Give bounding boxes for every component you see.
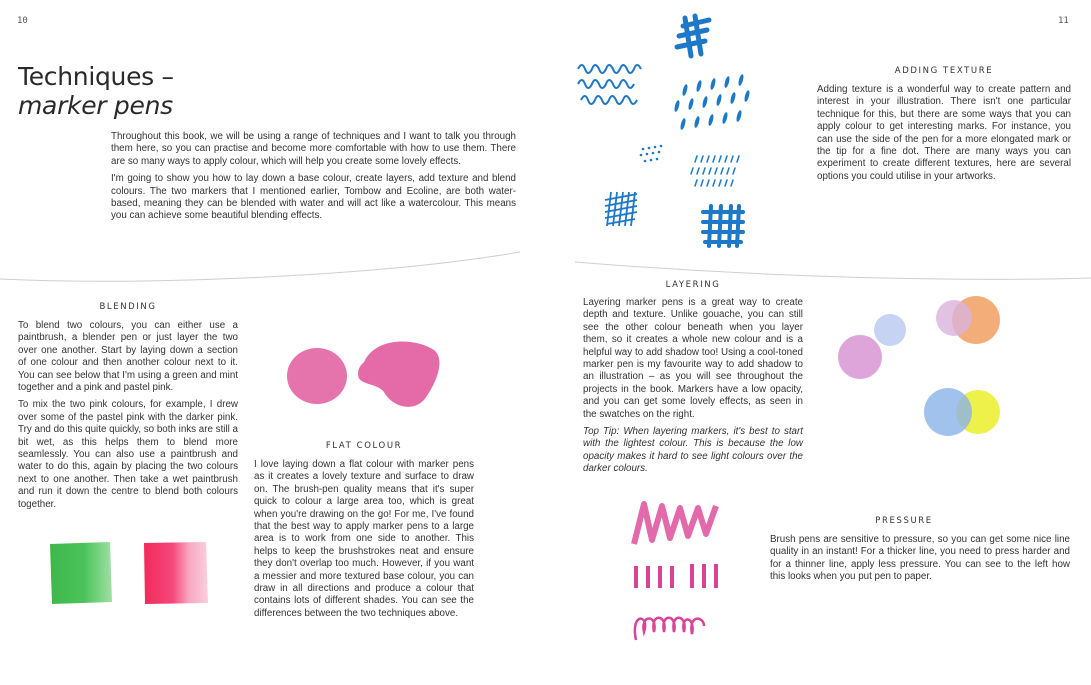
texture-loops: [578, 65, 641, 104]
green-mint-swatch: [50, 542, 112, 604]
flat-colour-text: [254, 459, 474, 625]
texture-hash-top: [677, 16, 709, 56]
flat-blob-textured: [358, 341, 439, 406]
page-title: [18, 62, 174, 120]
blending-text: [18, 320, 238, 516]
title-line-1: Techniques –: [18, 62, 174, 91]
blending-paragraph-2: To mix the two pink colours, for example, I drew over some of the pastel pink with the darker pink. Try and do this quite quickly, so both inks are still a bit wet, as this helps them to blend more seamlessly. You can also use a paintbrush and water to do this, again by placing the two colours next to one another. Then take a wet paintbrush and run it down the centre to blend both colours together.: [18, 399, 238, 510]
flat-colour-paragraph: I love laying down a flat colour with marker pens as it creates a lovely texture and surface to draw on. The brush-pen quality means that it's super quick to colour a large area too, which is great when you're drawing on the go! For me, I've found that the best way to apply marker pens to a large area is to work from one side to another. This helps to keep the brushstrokes neat and ensure they don't overlap too much. However, if you want a messier and more textured base colour, you can draw in all directions and produce a colour that contains lots of different shades. You can see the differences between the two techniques above.: [254, 459, 474, 619]
texture-crosshatch-left: [605, 192, 637, 226]
intro-text: [111, 131, 516, 228]
blending-heading: BLENDING: [99, 302, 157, 312]
mauve-circle: [838, 335, 882, 379]
pink-pastel-swatch: [144, 542, 208, 604]
intro-paragraph-2: I'm going to show you how to lay down a base colour, create layers, add texture and blend colours. The two markers that I mentioned earlier, Tombow and Ecoline, are both water-based, meaning they can be blended with water and will act like a watercolour. This means you can achieve some beautiful blending effects.: [111, 173, 516, 222]
flat-colour-heading: FLAT COLOUR: [325, 441, 403, 451]
adding-texture-text: [817, 84, 1071, 188]
blending-paragraph-1: To blend two colours, you can either use a paintbrush, a blender pen or just layer the two over one another. Start by laying down a section of one colour and then another colour next to it. You can see below that I'm using a green and mint together and a pink and pastel pink.: [18, 320, 238, 394]
pressure-loops: [635, 618, 704, 640]
flat-colour-blobs: [286, 334, 446, 414]
texture-hash-bottom: [703, 206, 743, 246]
blue-circle: [924, 388, 972, 436]
pressure-text: [770, 534, 1070, 589]
pressure-thick-lines: [636, 564, 716, 588]
flat-blob-round: [287, 348, 347, 404]
layering-text: [583, 297, 803, 481]
texture-ticks: [691, 156, 739, 186]
title-line-2: marker pens: [18, 91, 173, 120]
page-number-right: 11: [1058, 16, 1069, 26]
intro-paragraph-1: Throughout this book, we will be using a range of techniques and I want to talk you through them here, so you can practise and become more comfortable with how to use them. There are so many ways to apply colour, which will help you create some lovely effects.: [111, 131, 516, 167]
pressure-paragraph: Brush pens are sensitive to pressure, so you can get some nice line quality in an instant! For a thicker line, you need to press harder and for a thinner line, apply less pressure. You can see to the left how this looks when you put pen to paper.: [770, 534, 1070, 583]
texture-dashes: [674, 74, 751, 131]
pale-blue-circle: [874, 314, 906, 346]
lilac-circle: [936, 300, 972, 336]
blend-swatches: [48, 540, 228, 610]
adding-texture-paragraph: Adding texture is a wonderful way to create pattern and interest in your illustration. There isn't one particular technique for this, but there are some ways that you can apply colour to get interesting marks. For instance, you can use the side of the pen for a more elongated mark or the tip for a fine dot. There are many ways you can experiment to create different textures, here are several options you could utilise in your artworks.: [817, 84, 1071, 182]
layering-top-tip: Top Tip: When layering markers, it's best to start with the lightest colour. This is because the low opacity makes it hard to see light colours over the darker colours.: [583, 426, 803, 475]
texture-dots: [640, 145, 663, 163]
layering-heading: LAYERING: [665, 280, 721, 290]
pressure-heading: PRESSURE: [875, 516, 933, 526]
adding-texture-heading: ADDING TEXTURE: [894, 66, 994, 76]
layering-swatches: [830, 290, 1030, 460]
layering-paragraph: Layering marker pens is a great way to create depth and texture. Unlike gouache, you can still see the other colour beneath when you layer them, so it creates a whole new colour and is a helpful way to add shadow too! Using a cool-toned marker pen is my favourite way to add shadow to an illustration – as you will see throughout the projects in the book. Markers have a low opacity, and you can get some lovely effects, as seen in the swatches on the right.: [583, 297, 803, 420]
pressure-marks: [630, 492, 750, 652]
pressure-zigzag: [634, 504, 716, 544]
page-number-left: 10: [17, 16, 28, 26]
texture-marks: [573, 14, 793, 254]
